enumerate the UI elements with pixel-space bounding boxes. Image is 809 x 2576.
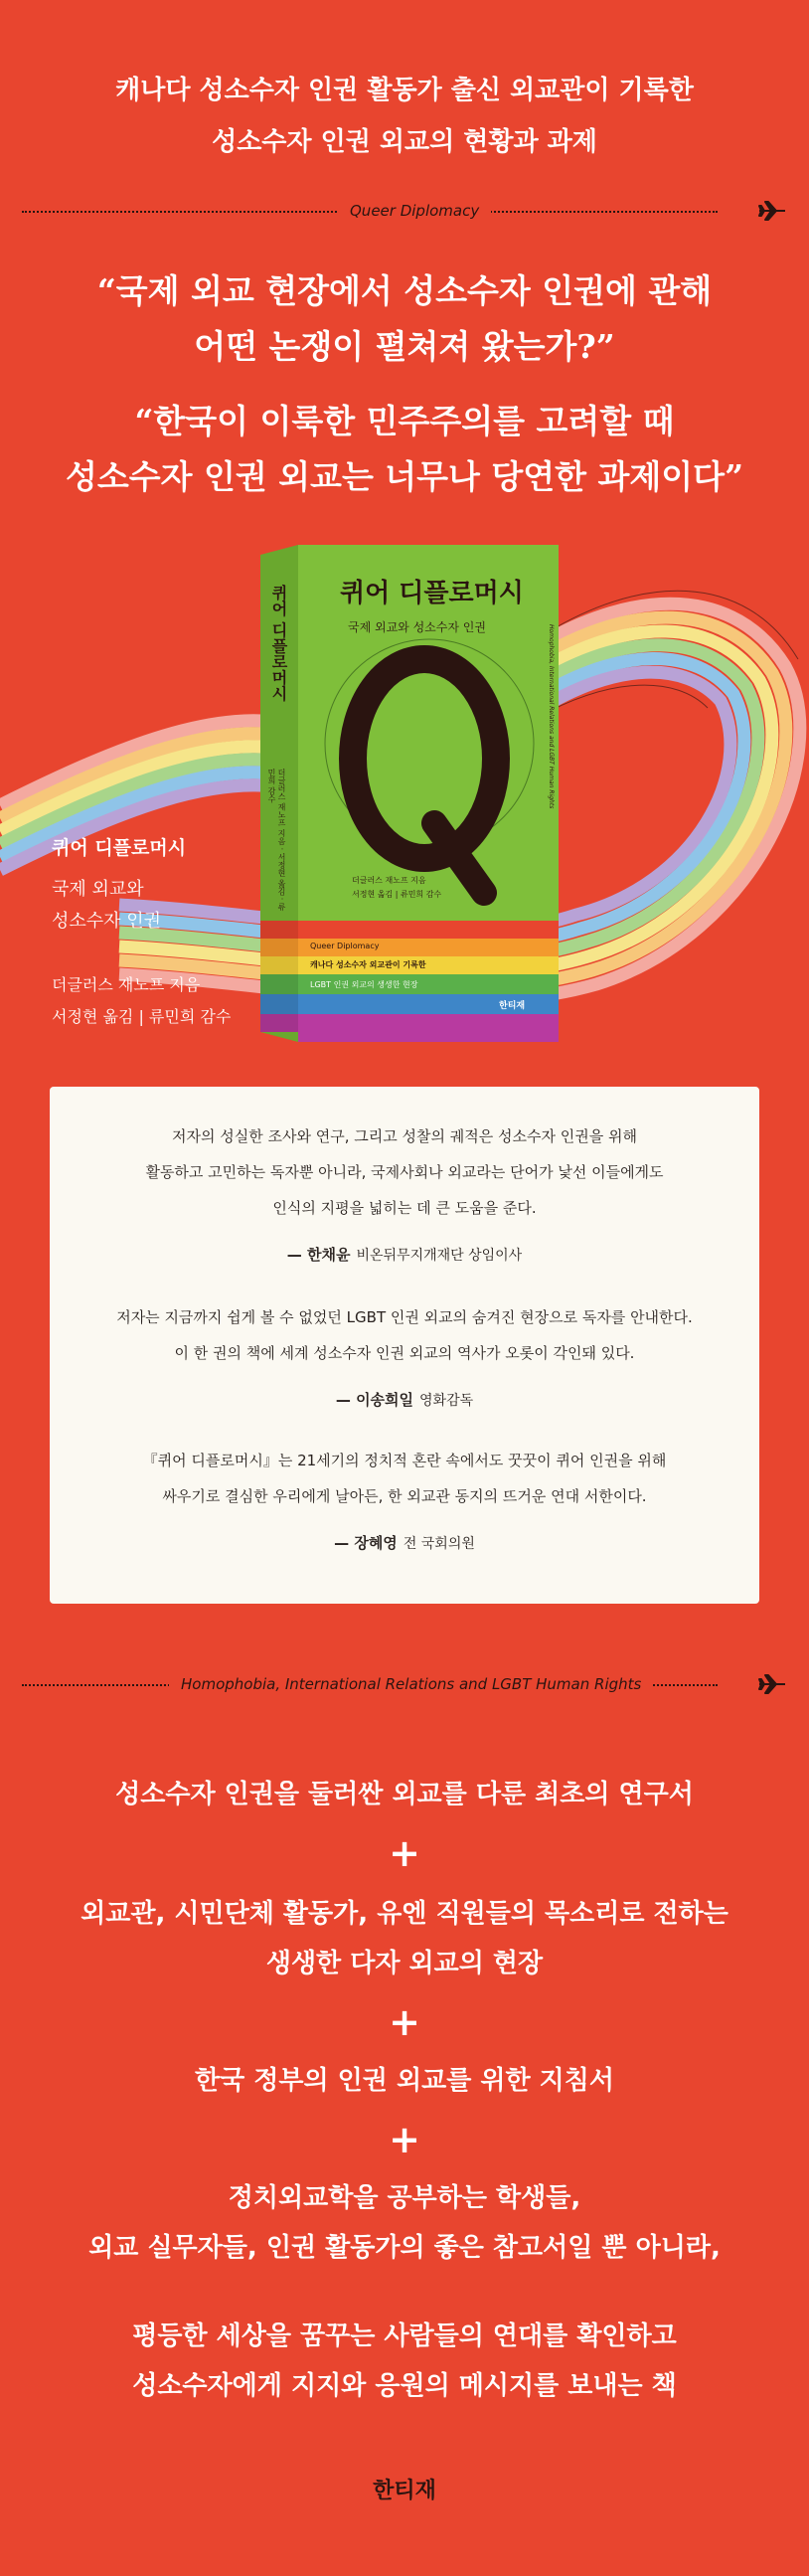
review-3-role: 전 국회의원 bbox=[403, 1536, 475, 1552]
book-subtitle-line-2: 성소수자 인권 bbox=[52, 911, 162, 932]
feature-2-line-1: 외교관, 시민단체 활동가, 유엔 직원들의 목소리로 전하는 bbox=[81, 1899, 728, 1929]
cover-title: 퀴어 디플로머시 bbox=[340, 579, 524, 608]
feature-2-line-2: 생생한 다자 외교의 현장 bbox=[265, 1949, 544, 1978]
cover-translator: 서정현 옮김 | 류민희 감수 bbox=[352, 890, 442, 899]
review-1-signature bbox=[50, 1244, 759, 1265]
review-1-line-2: 활동하고 고민하는 독자뿐 아니라, 국제사회나 외교라는 단어가 낯선 이들에게도 bbox=[145, 1163, 664, 1181]
airplane-icon bbox=[757, 199, 787, 223]
header-line-1: 캐나다 성소수자 인권 활동가 출신 외교관이 기록한 bbox=[115, 76, 694, 105]
feature-1: 성소수자 인권을 둘러싼 외교를 다룬 최초의 연구서 bbox=[115, 1780, 694, 1809]
review-card bbox=[50, 1087, 759, 1604]
review-3-line-2: 싸우기로 결심한 우리에게 날아든, 한 외교관 동지의 뜨거운 연대 서한이다. bbox=[162, 1487, 647, 1505]
feature-4-line-2: 외교 실무자들, 인권 활동가의 좋은 참고서일 뿐 아니라, bbox=[88, 2233, 721, 2263]
cover-side-text: Homophobia, International Relations and LGBT Human Rights bbox=[548, 624, 555, 809]
review-2-line-2: 이 한 권의 책에 세계 성소수자 인권 외교의 역사가 오롯이 각인돼 있다. bbox=[174, 1344, 635, 1362]
divider-homophobia bbox=[22, 1672, 787, 1696]
header-line-2: 성소수자 인권 외교의 현황과 과제 bbox=[212, 127, 597, 157]
divider-queer-diplomacy bbox=[22, 199, 787, 223]
review-3-line-1: 『퀴어 디플로머시』는 21세기의 정치적 혼란 속에서도 꿋꿋이 퀴어 인권을 위해 bbox=[142, 1452, 667, 1469]
book-title: 퀴어 디플로머시 bbox=[52, 837, 187, 859]
cover-subtitle: 국제 외교와 성소수자 인권 bbox=[348, 620, 486, 634]
divider-label: Homophobia, International Relations and LGBT Human Rights bbox=[169, 1672, 653, 1696]
review-1-line-3: 인식의 지평을 넓히는 데 큰 도움을 준다. bbox=[272, 1199, 537, 1217]
cover-band-3: LGBT 인권 외교의 생생한 현장 bbox=[310, 980, 418, 989]
review-1-line-1: 저자의 성실한 조사와 연구, 그리고 성찰의 궤적은 성소수자 인권을 위해 bbox=[172, 1127, 637, 1145]
review-2-role: 영화감독 bbox=[419, 1393, 474, 1409]
quote-1-line-1: “국제 외교 현장에서 성소수자 인권에 관해 bbox=[96, 271, 713, 310]
plus-sign-2: + bbox=[389, 2000, 420, 2044]
spine-meta: 더글러스 재노프 지음 · 서정현 옮김 · 류민희 감수 bbox=[267, 769, 286, 911]
review-3-name: — 장혜영 bbox=[334, 1534, 398, 1552]
review-3-signature bbox=[50, 1532, 759, 1553]
review-2-signature bbox=[50, 1389, 759, 1410]
review-1-name: — 한채윤 bbox=[286, 1246, 351, 1264]
review-1-role: 비온뒤무지개재단 상임이사 bbox=[356, 1248, 523, 1264]
spine-title: 퀴어 디플로머시 bbox=[269, 585, 288, 702]
review-2-line-1: 저자는 지금까지 쉽게 볼 수 없었던 LGBT 인권 외교의 숨겨진 현장으로 독자를 안내한다. bbox=[116, 1308, 693, 1326]
feature-5-line-1: 평등한 세상을 꿈꾸는 사람들의 연대를 확인하고 bbox=[132, 2321, 677, 2351]
cover-publisher-mark: 한티재 bbox=[499, 1001, 526, 1011]
cover-band-1: Queer Diplomacy bbox=[310, 942, 380, 950]
feature-5-line-2: 성소수자에게 지지와 응원의 메시지를 보내는 책 bbox=[132, 2371, 677, 2401]
quote-2-line-1: “한국이 이룩한 민주주의를 고려할 때 bbox=[134, 402, 675, 440]
review-2-name: — 이송희일 bbox=[335, 1391, 414, 1409]
feature-4-line-1: 정치외교학을 공부하는 학생들, bbox=[228, 2183, 581, 2213]
book-translator: 서정현 옮김 | 류민희 감수 bbox=[52, 1007, 232, 1026]
feature-3: 한국 정부의 인권 외교를 위한 지침서 bbox=[195, 2066, 614, 2096]
book-cover bbox=[260, 545, 559, 1042]
quote-1-line-2: 어떤 논쟁이 펼쳐져 왔는가?” bbox=[194, 327, 615, 366]
cover-band-2: 캐나다 성소수자 외교관이 기록한 bbox=[310, 960, 426, 969]
plus-sign-3: + bbox=[389, 2118, 420, 2161]
publisher-logo: 한티재 bbox=[373, 2479, 436, 2503]
quote-2-line-2: 성소수자 인권 외교는 너무나 당연한 과제이다” bbox=[65, 457, 744, 496]
airplane-icon bbox=[757, 1672, 787, 1696]
book-subtitle-line-1: 국제 외교와 bbox=[52, 879, 144, 900]
divider-label: Queer Diplomacy bbox=[338, 199, 491, 223]
plus-sign-1: + bbox=[389, 1831, 420, 1875]
book-author: 더글러스 재노프 지음 bbox=[52, 975, 201, 994]
cover-author: 더글러스 재노프 지음 bbox=[352, 876, 426, 885]
